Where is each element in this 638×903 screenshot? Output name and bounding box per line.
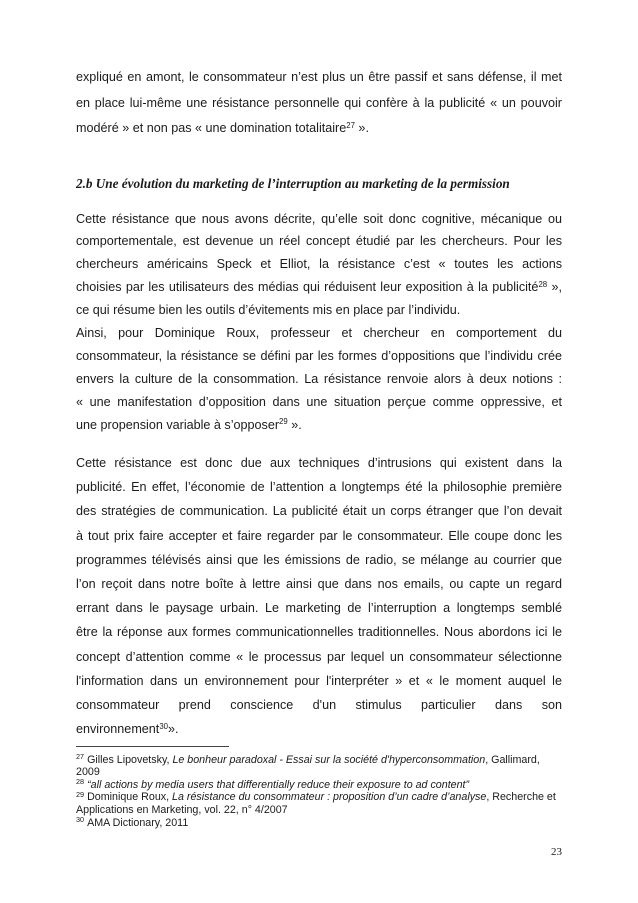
text-line: « une manifestation d’opposition dans une situation perçue comme oppressive, et bbox=[76, 394, 562, 409]
footnote-title: Le bonheur paradoxal - Essai sur la société d'hyperconsommation bbox=[172, 753, 486, 766]
footnote bbox=[76, 779, 562, 792]
text-line: programmes télévisés ainsi que les émissions de radio, se mélange au courrier que bbox=[76, 552, 562, 567]
text-line: chercheurs américains Speck et Elliot, la résistance c’est « toutes les actions bbox=[76, 257, 562, 272]
paragraph-2 bbox=[76, 208, 562, 437]
line-text: », bbox=[547, 280, 562, 295]
footnote bbox=[76, 791, 562, 804]
text-line: consommateur prend conscience d'un stimulus particulier dans son bbox=[76, 698, 562, 713]
footnote-reference: 28 bbox=[538, 279, 548, 289]
text-line: Cette résistance que nous avons décrite, qu’elle soit donc cognitive, mécanique ou bbox=[76, 211, 562, 226]
footnote-publisher: , Gallimard, bbox=[485, 753, 540, 766]
footnote-number: 27 bbox=[76, 752, 85, 762]
text-line: Cette résistance est donc due aux techniques d’intrusions qui existent dans la bbox=[76, 456, 562, 470]
text-line bbox=[76, 276, 562, 299]
footnote-continuation: Applications en Marketing, vol. 22, n° 4/2007 bbox=[76, 804, 288, 817]
footnotes bbox=[76, 754, 562, 830]
text-line: l'information dans un environnement pour l'interpréter » et « le moment auquel le bbox=[76, 673, 562, 688]
paragraph-3 bbox=[76, 451, 562, 741]
line-text: ». bbox=[354, 121, 369, 135]
text-line: être la réponse aux formes communicationnelles traditionnelles. Nous abordons ici le bbox=[76, 625, 562, 640]
text-line: concept d’attention comme « le processus par lequel un consommateur sélectionne bbox=[76, 649, 562, 664]
footnote-reference: 29 bbox=[279, 417, 288, 427]
footnote-quote: “all actions by media users that differentially reduce their exposure to ad content” bbox=[87, 778, 470, 791]
footnote-reference: 30 bbox=[159, 721, 168, 731]
page-number: 23 bbox=[551, 846, 562, 858]
text-line bbox=[76, 717, 562, 741]
line-text: une propension variable à s’opposer bbox=[76, 417, 280, 432]
line-text: modéré » et non pas « une domination totalitaire bbox=[76, 121, 347, 135]
footnote-text: AMA Dictionary, 2011 bbox=[87, 816, 189, 829]
footnote-separator bbox=[76, 746, 229, 747]
text-line: des stratégies de communication. La publicité était un corps étranger que l’on devait bbox=[76, 504, 562, 519]
line-text: ». bbox=[168, 722, 179, 737]
footnote-reference: 27 bbox=[346, 120, 355, 130]
text-line bbox=[76, 414, 562, 437]
text-line bbox=[76, 116, 562, 142]
footnote-number: 29 bbox=[76, 789, 85, 799]
text-line: expliqué en amont, le consommateur n’est plus un être passif et sans défense, il met bbox=[76, 70, 562, 84]
footnote-number: 30 bbox=[76, 815, 85, 825]
text-line: l’on reçoit dans notre boîte à lettre ainsi que dans nos emails, ou capte un regard bbox=[76, 577, 562, 592]
footnote bbox=[76, 817, 562, 830]
line-text: environnement bbox=[76, 722, 160, 737]
line-text: choisies par les utilisateurs des médias qui réduisent leur exposition à la publicité bbox=[76, 280, 539, 295]
text-line: Ainsi, pour Dominique Roux, professeur et chercheur en comportement du bbox=[76, 326, 562, 341]
text-line: en place lui-même une résistance personnelle qui confère à la publicité « un pouvoir bbox=[76, 95, 562, 110]
text-line: consommateur, la résistance se défini par les formes d’oppositions que l’individu crée bbox=[76, 348, 562, 363]
footnote-author: Dominique Roux, bbox=[87, 791, 173, 804]
footnote-title: La résistance du consommateur : proposition d’un cadre d’analyse bbox=[172, 791, 487, 804]
text-line: publicité. En effet, l’économie de l’attention a longtemps été la philosophie première bbox=[76, 480, 562, 495]
footnote-number: 28 bbox=[76, 777, 85, 787]
footnote bbox=[76, 754, 562, 767]
text-line: errant dans le paysage urbain. Le marketing de l’interruption a longtemps semblé bbox=[76, 601, 562, 616]
text-line: à tout prix faire accepter et faire regarder par le consommateur. Elle coupe donc les bbox=[76, 528, 562, 543]
footnote-author: Gilles Lipovetsky, bbox=[87, 753, 173, 766]
footnote-publisher: , Recherche et bbox=[486, 791, 556, 804]
text-line: comportementale, est devenue un réel concept étudié par les chercheurs. Pour les bbox=[76, 234, 562, 249]
text-line: envers la culture de la consommation. La résistance renvoie alors à deux notions : bbox=[76, 371, 562, 386]
section-heading: 2.b Une évolution du marketing de l’interruption au marketing de la permission bbox=[76, 176, 510, 191]
paragraph-1 bbox=[76, 65, 562, 142]
footnote-continuation: 2009 bbox=[76, 766, 100, 779]
line-text: ». bbox=[287, 417, 302, 432]
text-line: ce qui résume bien les outils d’évitements mis en place par l’individu. bbox=[76, 303, 461, 318]
